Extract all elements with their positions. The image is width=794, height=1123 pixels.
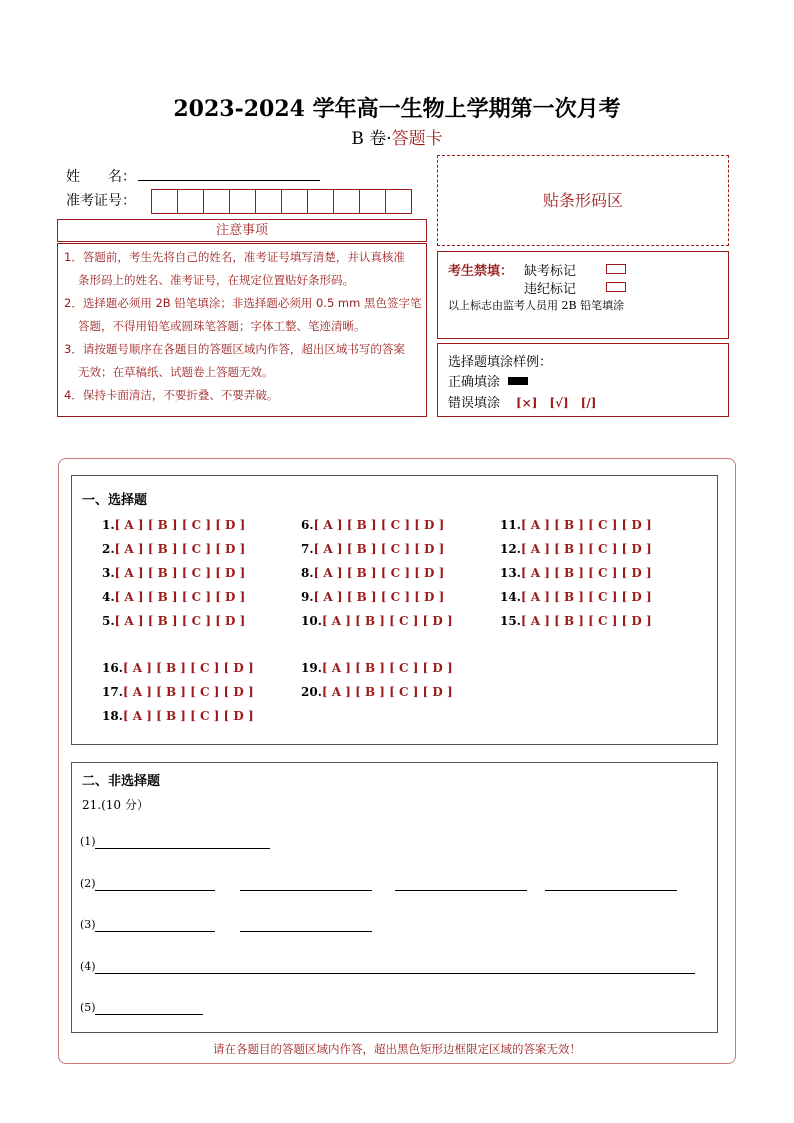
notice-line: 条形码上的姓名、准考证号，在规定位置贴好条形码。: [78, 273, 354, 287]
notice-line: 4．保持卡面清洁，不要折叠、不要弄破。: [64, 388, 279, 402]
q21-label: 21.(10 分）: [82, 798, 149, 812]
choice-question: [102, 518, 245, 532]
answer-options[interactable]: [ A ] [ B ] [ C ] [ D ]: [114, 518, 246, 532]
question-number: 1.: [102, 518, 115, 532]
question-number: 6.: [301, 518, 314, 532]
question-number: 19.: [301, 661, 322, 675]
answer-options[interactable]: [ A ] [ B ] [ C ] [ D ]: [114, 566, 246, 580]
correct-label: 正确填涂: [448, 375, 501, 390]
answer-options[interactable]: [ A ] [ B ] [ C ] [ D ]: [520, 590, 652, 604]
id-box[interactable]: [281, 189, 308, 214]
part-1-label: (1): [80, 835, 96, 848]
answer-options[interactable]: [ A ] [ B ] [ C ] [ D ]: [122, 661, 254, 675]
answer-options[interactable]: [ A ] [ B ] [ C ] [ D ]: [321, 614, 453, 628]
question-number: 8.: [301, 566, 314, 580]
choice-question: [102, 661, 254, 675]
question-number: 2.: [102, 542, 115, 556]
choice-question: [301, 661, 453, 675]
choice-question: [301, 685, 453, 699]
question-number: 12.: [500, 542, 521, 556]
answer-options[interactable]: [ A ] [ B ] [ C ] [ D ]: [313, 518, 445, 532]
question-number: 3.: [102, 566, 115, 580]
ban-box: [437, 251, 729, 339]
answer-options[interactable]: [ A ] [ B ] [ C ] [ D ]: [122, 709, 254, 723]
part-5-label: (5): [80, 1001, 96, 1014]
answer-options[interactable]: [ A ] [ B ] [ C ] [ D ]: [520, 518, 652, 532]
part-2-answer-line[interactable]: [240, 890, 372, 891]
question-number: 16.: [102, 661, 123, 675]
wrong-marks: [×] [√] [/]: [516, 396, 597, 410]
nonchoice-section: [71, 762, 718, 1033]
notice-line: 答题，不得用铅笔或圆珠笔答题；字体工整、笔迹清晰。: [78, 319, 366, 333]
footer-warning: 请在各题目的答题区域内作答，超出黑色矩形边框限定区域的答案无效！: [213, 1042, 581, 1056]
notice-line: 2．选择题必须用 2B 铅笔填涂；非选择题必须用 0.5 mm 黑色签字笔: [64, 296, 422, 310]
question-number: 9.: [301, 590, 314, 604]
notice-body: [57, 243, 427, 417]
answer-options[interactable]: [ A ] [ B ] [ C ] [ D ]: [520, 614, 652, 628]
answer-options[interactable]: [ A ] [ B ] [ C ] [ D ]: [313, 590, 445, 604]
id-box[interactable]: [203, 189, 230, 214]
part-2-answer-line[interactable]: [95, 890, 215, 891]
answer-options[interactable]: [ A ] [ B ] [ C ] [ D ]: [321, 685, 453, 699]
choice-question: [102, 709, 254, 723]
filled-sample: [508, 377, 528, 385]
id-number-boxes[interactable]: [151, 189, 411, 214]
page-subtitle: [0, 124, 794, 149]
id-box[interactable]: [385, 189, 412, 214]
id-box[interactable]: [333, 189, 360, 214]
question-number: 13.: [500, 566, 521, 580]
choice-question: [102, 590, 245, 604]
choice-question: [301, 590, 444, 604]
choice-question: [102, 685, 254, 699]
id-box[interactable]: [151, 189, 178, 214]
question-number: 5.: [102, 614, 115, 628]
choice-question: [301, 542, 444, 556]
absent-mark-box[interactable]: [606, 264, 626, 274]
part-4-label: (4): [80, 960, 96, 973]
absent-label: 缺考标记: [524, 264, 577, 279]
part-3-answer-line[interactable]: [95, 931, 215, 932]
notice-heading: 注意事项: [57, 219, 427, 242]
answer-options[interactable]: [ A ] [ B ] [ C ] [ D ]: [321, 661, 453, 675]
barcode-area: 贴条形码区: [437, 155, 729, 246]
question-number: 18.: [102, 709, 123, 723]
id-label: 准考证号：: [66, 193, 136, 209]
question-number: 17.: [102, 685, 123, 699]
ban-note: 以上标志由监考人员用 2B 铅笔填涂: [448, 299, 625, 312]
choice-question: [500, 590, 652, 604]
question-number: 4.: [102, 590, 115, 604]
choice-question: [500, 518, 652, 532]
id-box[interactable]: [359, 189, 386, 214]
part-2-answer-line[interactable]: [545, 890, 677, 891]
choice-question: [500, 614, 652, 628]
choice-question: [102, 542, 245, 556]
choice-question: [301, 614, 453, 628]
question-number: 10.: [301, 614, 322, 628]
nonchoice-heading: 二、非选择题: [82, 774, 161, 789]
choice-question: [500, 566, 652, 580]
notice-line: 1．答题前，考生先将自己的姓名，准考证号填写清楚，并认真核准: [64, 250, 405, 264]
notice-line: 无效；在草稿纸、试题卷上答题无效。: [78, 365, 274, 379]
answer-options[interactable]: [ A ] [ B ] [ C ] [ D ]: [114, 590, 246, 604]
id-box[interactable]: [177, 189, 204, 214]
part-3-label: (3): [80, 918, 96, 931]
name-label: 姓 名：: [66, 169, 136, 185]
part-2-answer-line[interactable]: [395, 890, 527, 891]
id-box[interactable]: [229, 189, 256, 214]
question-number: 14.: [500, 590, 521, 604]
part-3-answer-line[interactable]: [240, 931, 372, 932]
answer-options[interactable]: [ A ] [ B ] [ C ] [ D ]: [114, 542, 246, 556]
choice-question: [102, 566, 245, 580]
part-4-answer-line[interactable]: [95, 973, 695, 974]
answer-options[interactable]: [ A ] [ B ] [ C ] [ D ]: [122, 685, 254, 699]
id-box[interactable]: [307, 189, 334, 214]
answer-options[interactable]: [ A ] [ B ] [ C ] [ D ]: [520, 566, 652, 580]
violation-mark-box[interactable]: [606, 282, 626, 292]
sample-title: 选择题填涂样例：: [448, 355, 553, 370]
part-1-answer-line[interactable]: [95, 848, 270, 849]
ban-label: 考生禁填：: [448, 264, 514, 279]
subtitle-card: 答题卡: [391, 129, 443, 149]
answer-options[interactable]: [ A ] [ B ] [ C ] [ D ]: [114, 614, 246, 628]
answer-options[interactable]: [ A ] [ B ] [ C ] [ D ]: [520, 542, 652, 556]
sample-box: [437, 343, 729, 417]
answer-options[interactable]: [ A ] [ B ] [ C ] [ D ]: [313, 566, 445, 580]
choice-question: [301, 566, 444, 580]
choice-question: [102, 614, 245, 628]
part-2-label: (2): [80, 877, 96, 890]
choice-section: [71, 475, 718, 745]
question-number: 7.: [301, 542, 314, 556]
question-number: 20.: [301, 685, 322, 699]
question-number: 15.: [500, 614, 521, 628]
choice-question: [500, 542, 652, 556]
id-box[interactable]: [255, 189, 282, 214]
violation-label: 违纪标记: [524, 282, 577, 297]
notice-line: 3．请按题号顺序在各题目的答题区域内作答，超出区域书写的答案: [64, 342, 405, 356]
question-number: 11.: [500, 518, 521, 532]
choice-question: [301, 518, 444, 532]
page-title: 2023-2024 学年高一生物上学期第一次月考: [173, 96, 621, 122]
answer-options[interactable]: [ A ] [ B ] [ C ] [ D ]: [313, 542, 445, 556]
name-field[interactable]: [138, 180, 320, 181]
wrong-label: 错误填涂: [448, 396, 501, 411]
subtitle-volume: B 卷·: [351, 129, 392, 149]
choice-heading: 一、选择题: [82, 493, 148, 508]
part-5-answer-line[interactable]: [95, 1014, 203, 1015]
